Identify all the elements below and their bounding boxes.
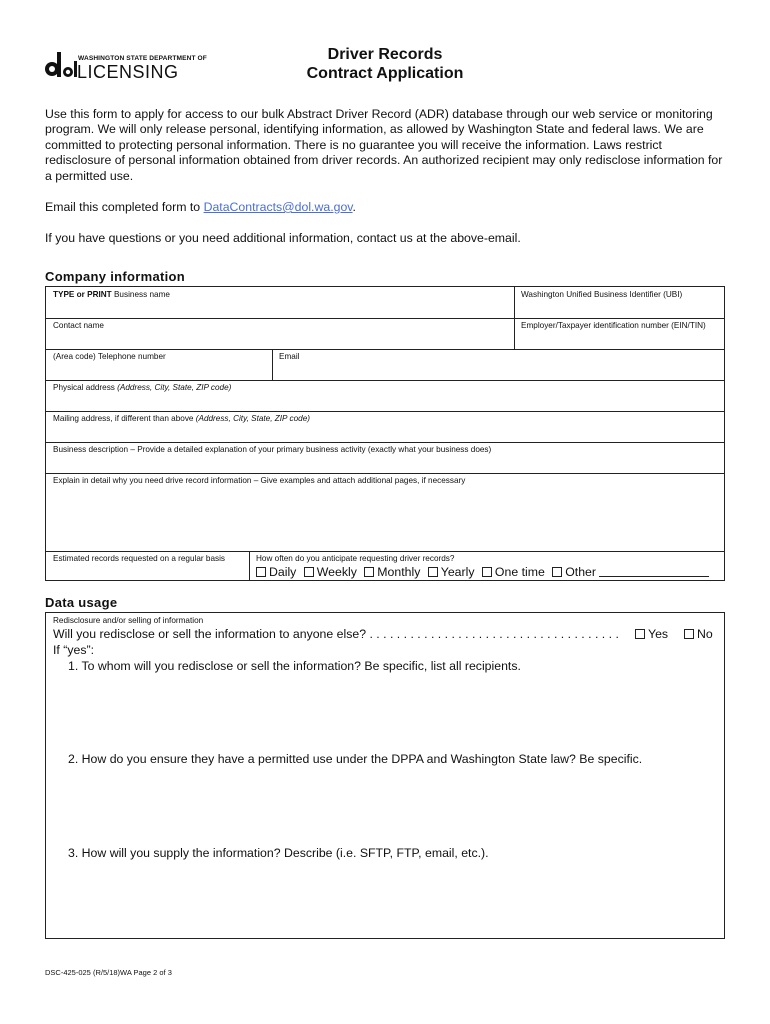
email-prefix: Email this completed form to: [45, 200, 204, 214]
redisclose-question: Will you redisclose or sell the information to anyone else? . . . . . . . . . . . . . . . . . . . . . . . . . . . . . . . . . . . . .: [53, 627, 619, 641]
frequency-option-yearly[interactable]: [428, 565, 475, 579]
physical-address-label: Physical address: [53, 383, 118, 392]
physical-address-hint: (Address, City, State, ZIP code): [117, 383, 232, 392]
if-yes-label: If “yes”:: [53, 643, 94, 657]
mailing-address-label: Mailing address, if different than above: [53, 414, 196, 423]
redisclosure-label: Redisclosure and/or selling of information: [53, 616, 204, 625]
weekly-label: Weekly: [316, 565, 357, 579]
email-instruction: [45, 200, 356, 214]
form-number: DSC-425-025 (R/5/18)WA Page 2 of 3: [45, 968, 172, 977]
agency-logo: [44, 50, 207, 82]
questions-note: If you have questions or you need additional information, contact us at the above-email.: [45, 231, 521, 245]
question-2: 2. How do you ensure they have a permitted use under the DPPA and Washington State law? Be specific.: [68, 752, 643, 766]
question-1: 1. To whom will you redisclose or sell the information? Be specific, list all recipients.: [68, 659, 521, 673]
other-fill-line[interactable]: [599, 566, 709, 577]
physical-address-field[interactable]: [53, 383, 231, 392]
business-name-bold: TYPE or PRINT: [53, 290, 112, 299]
other-label: Other: [565, 565, 596, 579]
redisclose-no-option[interactable]: [684, 627, 713, 641]
checkbox-one-time[interactable]: [482, 567, 492, 577]
mailing-address-hint: (Address, City, State, ZIP code): [195, 414, 310, 423]
monthly-label: Monthly: [377, 565, 421, 579]
estimated-records-field[interactable]: Estimated records requested on a regular basis: [53, 554, 226, 563]
frequency-options: [256, 565, 713, 579]
business-name-field[interactable]: [53, 290, 170, 299]
ein-field[interactable]: Employer/Taxpayer identification number (EIN/TIN): [521, 321, 706, 330]
email-field[interactable]: Email: [279, 352, 300, 361]
business-description-field[interactable]: Business description – Provide a detailed explanation of your primary business activity (exactly what your business does): [53, 445, 492, 454]
frequency-option-daily[interactable]: [256, 565, 296, 579]
data-usage-section-heading: Data usage: [45, 595, 118, 610]
daily-label: Daily: [269, 565, 297, 579]
data-usage-box: [45, 612, 725, 939]
frequency-option-monthly[interactable]: [364, 565, 420, 579]
ubi-field[interactable]: Washington Unified Business Identifier (UBI): [521, 290, 683, 299]
frequency-option-other[interactable]: [552, 565, 709, 579]
checkbox-yes[interactable]: [635, 629, 645, 639]
intro-paragraph: Use this form to apply for access to our bulk Abstract Driver Record (ADR) database through our web service or monitoring program. We will only release personal, identifying information, as allowed by Washington State and federal laws. We are committed to protecting personal information. There is no guarantee you will receive the information. Laws restrict redisclosure of personal information obtained from driver records. An authorized recipient may only redisclose information for a permitted use.: [45, 107, 723, 183]
dol-logo-icon: [44, 50, 80, 82]
telephone-field[interactable]: (Area code) Telephone number: [53, 352, 166, 361]
agency-name-big: LICENSING: [77, 62, 179, 82]
email-link[interactable]: DataContracts@dol.wa.gov: [203, 200, 353, 214]
no-label: No: [697, 627, 713, 641]
title-line-1: Driver Records: [327, 46, 443, 63]
mailing-address-field[interactable]: [53, 414, 310, 423]
checkbox-other[interactable]: [552, 567, 562, 577]
email-suffix: .: [352, 200, 356, 214]
frequency-option-one-time[interactable]: [482, 565, 545, 579]
frequency-option-weekly[interactable]: [304, 565, 357, 579]
one-time-label: One time: [494, 565, 545, 579]
checkbox-weekly[interactable]: [304, 567, 314, 577]
question-3: 3. How will you supply the information? Describe (i.e. SFTP, FTP, email, etc.).: [68, 846, 489, 860]
business-name-label: Business name: [111, 290, 170, 299]
checkbox-yearly[interactable]: [428, 567, 438, 577]
how-often-label: How often do you anticipate requesting driver records?: [256, 554, 455, 563]
redisclose-yes-option[interactable]: [635, 627, 668, 641]
explain-need-field[interactable]: Explain in detail why you need drive record information – Give examples and attach additional pages, if necessary: [53, 476, 466, 485]
form-title: [260, 45, 510, 83]
checkbox-no[interactable]: [684, 629, 694, 639]
checkbox-daily[interactable]: [256, 567, 266, 577]
agency-name-small: WASHINGTON STATE DEPARTMENT OF: [78, 55, 207, 62]
company-section-heading: Company information: [45, 269, 186, 284]
title-line-2: Contract Application: [306, 65, 464, 82]
contact-name-field[interactable]: Contact name: [53, 321, 104, 330]
checkbox-monthly[interactable]: [364, 567, 374, 577]
yes-label: Yes: [648, 627, 669, 641]
company-info-table: [45, 286, 725, 581]
yearly-label: Yearly: [440, 565, 475, 579]
